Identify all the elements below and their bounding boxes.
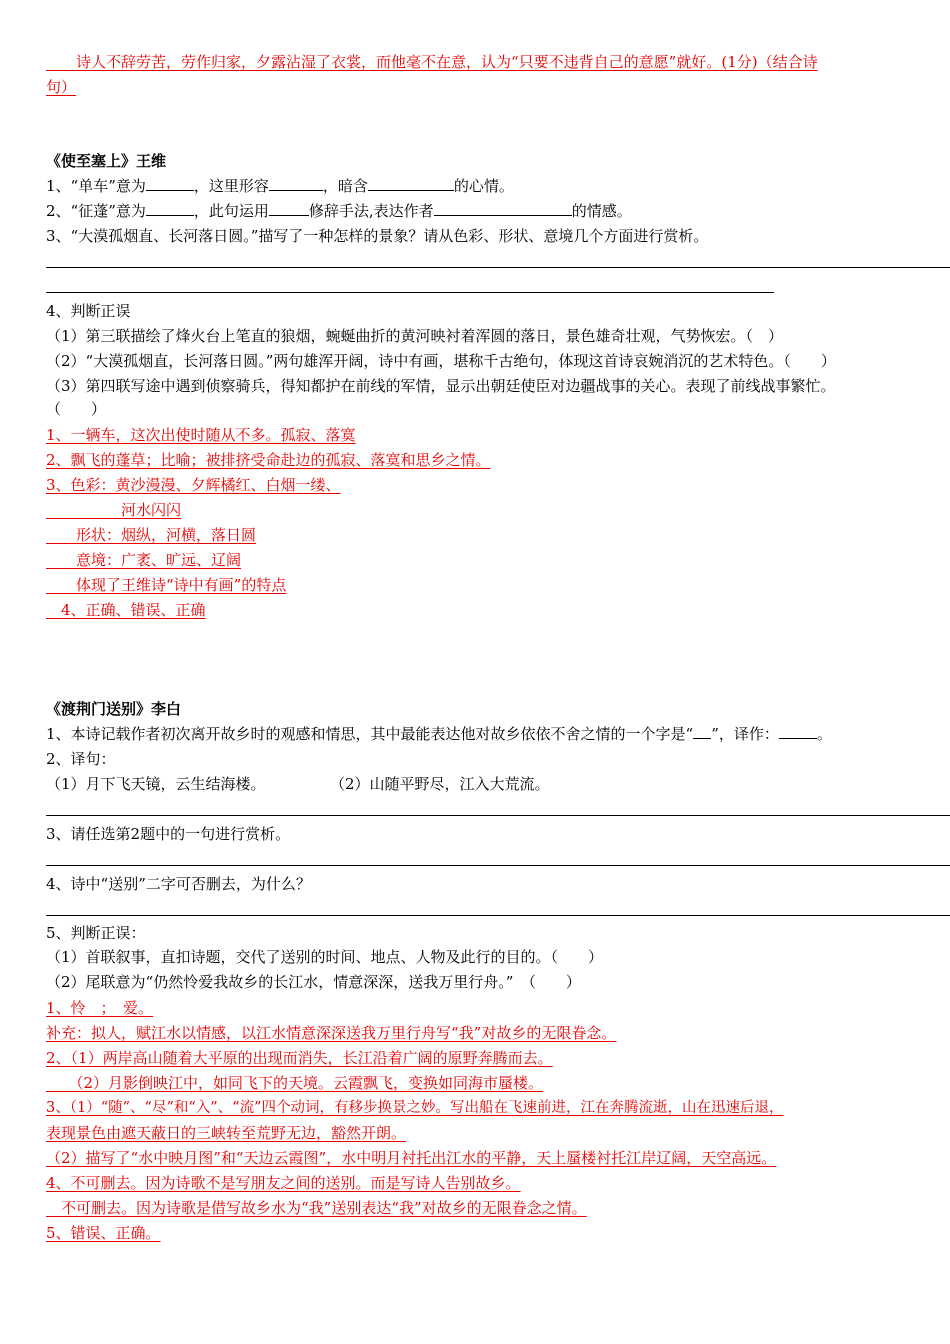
poem-title-dujingmensongbie: 《渡荆门送别》李白 [46, 700, 182, 718]
s1-answer-line: 1、一辆车，这次出使时随从不多。孤寂、落寞 [46, 426, 356, 444]
s1-judgement-3-bracket: （ ） [46, 400, 107, 418]
s1-question-1 [46, 175, 514, 197]
poem-title-shizhisaishang: 《使至塞上》王维 [46, 152, 167, 170]
s1-judgement-1: （1）第三联描绘了烽火台上笔直的狼烟，蜿蜒曲折的黄河映衬着浑圆的落日，景色雄奇壮观，气势恢宏。（ ） [46, 327, 784, 345]
s2-answer-line: 1、怜 ； 爱。 [46, 999, 154, 1017]
s1-answer-line: 形状：烟纵，河横，落日圆 [46, 526, 257, 544]
answer-line[interactable] [46, 292, 774, 293]
s1-question-2 [46, 200, 632, 222]
answer-blank[interactable] [693, 724, 711, 739]
s2-question-1 [46, 723, 832, 745]
answer-blank[interactable] [269, 201, 309, 216]
answer-blank[interactable] [146, 201, 194, 216]
s1-judgement-3: （3）第四联写途中遇到侦察骑兵，得知都护在前线的军情，显示出朝廷使臣对边疆战事的关心。表现了前线战事繁忙。 [46, 377, 836, 395]
answer-blank[interactable] [146, 176, 194, 191]
s2-answer-line: 4、不可删去。因为诗歌不是写朋友之间的送别。而是写诗人告别故乡。 [46, 1174, 521, 1192]
s2-question-5: 5、判断正误： [46, 924, 146, 942]
s1-q1-part-c: ，暗含 [322, 177, 368, 195]
answer-blank[interactable] [368, 176, 454, 191]
s1-answer-line: 体现了王维诗“诗中有画”的特点 [46, 576, 287, 594]
s2-judgement-1: （1）首联叙事，直扣诗题，交代了送别的时间、地点、人物及此行的目的。（ ） [46, 948, 604, 966]
s2-answer-line: 不可删去。因为诗歌是借写故乡水为“我”送别表达“我”对故乡的无限眷念之情。 [46, 1199, 587, 1217]
s1-answer-line: 3、色彩：黄沙漫漫、夕辉橘红、白烟一缕、 [46, 476, 341, 494]
s1-answer-line: 河水闪闪 [46, 501, 182, 519]
s2-answer-line: 表现景色由遮天蔽日的三峡转至荒野无边，豁然开朗。 [46, 1124, 407, 1142]
s2-question-4: 4、诗中“送别”二字可否删去，为什么？ [46, 875, 311, 893]
prev-answer-line-2: 句） [46, 78, 77, 96]
s1-q2-part-b: ，此句运用 [193, 202, 269, 220]
s2-judgement-2: （2）尾联意为“仍然怜爱我故乡的长江水，情意深深，送我万里行舟。” （ ） [46, 973, 581, 991]
s1-judgement-2: （2）“大漠孤烟直，长河落日圆。”两句雄浑开阔，诗中有画，堪称千古绝句，体现这首诗哀婉消沉的艺术特色。（ ） [46, 352, 836, 370]
prev-answer-line-1: 诗人不辞劳苦，劳作归家，夕露沾湿了衣裳，而他毫不在意，认为“只要不违背自己的意愿”就好。(1分)（结合诗 [46, 53, 818, 71]
s2-answer-line: 2、（1）两岸高山随着大平原的出现而消失，长江沿着广阔的原野奔腾而去。 [46, 1049, 553, 1067]
answer-blank[interactable] [434, 201, 572, 216]
s2-answer-line: （2）描写了“水中映月图”和“天边云霞图”，水中明月衬托出江水的平静，天上蜃楼衬托江岸辽阔，天空高远。 [46, 1149, 777, 1167]
s2-q1-part-b: ”，译作： [711, 725, 779, 743]
s2-answer-line: 3、（1）“随”、“尽”和“入”、“流”四个动词，有移步换景之妙。写出船在飞速前进，江在奔腾流逝，山在迅速后退， [46, 1100, 784, 1116]
s1-q1-part-b: ，这里形容 [193, 177, 269, 195]
s1-q2-part-a: 2、“征蓬”意为 [46, 202, 146, 220]
s1-question-3: 3、“大漠孤烟直、长河落日圆。”描写了一种怎样的景象？请从色彩、形状、意境几个方面进行赏析。 [46, 227, 709, 245]
s2-question-2: 2、译句： [46, 750, 116, 768]
s2-answer-line: 5、错误、正确。 [46, 1224, 161, 1242]
s1-q2-part-d: 的情感。 [571, 202, 632, 220]
s2-q1-part-c: 。 [816, 725, 832, 743]
s2-answer-line: （2）月影倒映江中，如同飞下的天境。云霞飘飞，变换如同海市蜃楼。 [46, 1074, 544, 1092]
answer-line[interactable] [46, 815, 950, 816]
answer-line[interactable] [46, 267, 950, 268]
s2-q2-sentence-1: （1）月下飞天镜，云生结海楼。 [46, 775, 266, 793]
s1-q1-part-a: 1、“单车”意为 [46, 177, 146, 195]
s1-answer-line: 2、飘飞的蓬草；比喻；被排挤受命赴边的孤寂、落寞和思乡之情。 [46, 451, 491, 469]
s1-answer-line: 意境：广袤、旷远、辽阔 [46, 551, 242, 569]
s2-q2-sentence-2: （2）山随平野尽，江入大荒流。 [330, 775, 550, 793]
answer-line[interactable] [46, 865, 950, 866]
s2-answer-line: 补充：拟人，赋江水以情感，以江水情意深深送我万里行舟写“我”对故乡的无限眷念。 [46, 1024, 617, 1042]
answer-blank[interactable] [779, 724, 817, 739]
answer-line[interactable] [46, 915, 950, 916]
s1-q2-part-c: 修辞手法,表达作者 [308, 202, 434, 220]
s1-question-4: 4、判断正误 [46, 302, 131, 320]
s2-question-3: 3、请任选第2题中的一句进行赏析。 [46, 825, 291, 843]
s1-answer-line: 4、正确、错误、正确 [46, 601, 206, 619]
answer-blank[interactable] [269, 176, 323, 191]
s2-q1-part-a: 1、本诗记载作者初次离开故乡时的观感和情思，其中最能表达他对故乡依依不舍之情的一个字是“ [46, 725, 694, 743]
s1-q1-part-d: 的心情。 [453, 177, 514, 195]
